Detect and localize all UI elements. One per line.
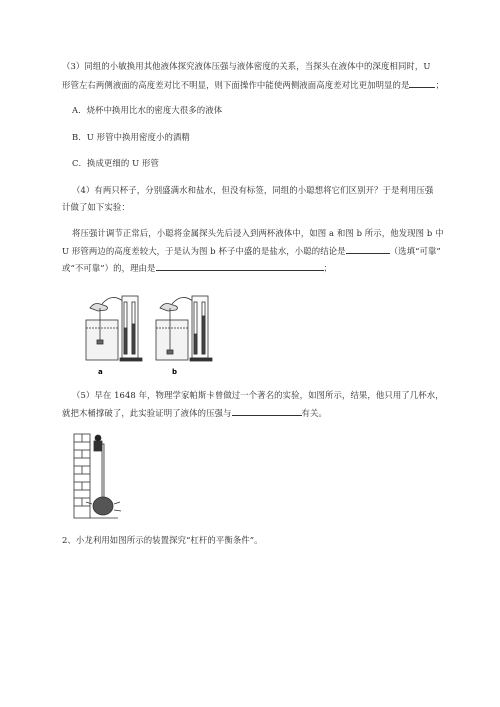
pascal-barrel-figure [72,432,132,522]
pressure-gauge-figure [78,290,238,380]
q5-line-2-text: 就把木桶撑破了，此实验证明了液体的压强与 [62,408,232,418]
q3-line-2-end: ； [435,80,444,90]
q4-reason-blank[interactable] [156,261,324,271]
q3-line-1: （3）同组的小敏换用其他液体探究液体压强与液体密度的关系，当探头在液体中的深度相同时，U [62,61,431,71]
q4-line-5-end: ； [323,263,332,273]
q4-line-4-end: （选填“可靠” [389,246,441,256]
q4-conclusion-blank[interactable] [346,244,390,254]
q4-line-5-text: 或“不可靠”）的，理由是 [62,263,156,273]
q3-line-2 [62,78,444,91]
q4-line-2: 计做了如下实验： [62,202,130,212]
q4-line-4 [62,244,441,257]
q5-line-1: （5）早在 1648 年，物理学家帕斯卡曾做过一个著名的实验，如图所示，结果，他只用了几杯水， [72,390,444,400]
q4-line-4-text: U 形管两边的高度差较大，于是认为图 b 杯子中盛的是盐水，小聪的结论是 [62,246,346,256]
figure-label-a: a [98,368,103,376]
q3-option-a: A．烧杯中换用比水的密度大很多的液体 [72,105,223,115]
figure-label-b: b [172,368,178,376]
q3-option-b: B．U 形管中换用密度小的酒精 [72,132,190,142]
q5-line-2 [62,406,327,419]
q3-answer-blank[interactable] [409,78,435,88]
q4-line-3: 将压强计调节正常后，小聪将金属探头先后浸入到两杯液体中，如图 a 和图 b 所示，他发现图 b 中 [72,228,444,238]
q5-line-2-end: 有关。 [301,408,327,418]
q4-line-5 [62,261,332,274]
setup-b-drawing [156,296,212,361]
q2-line-1: 2、小龙利用如图所示的装置探究“杠杆的平衡条件”。 [62,535,263,545]
q3-option-c: C．换成更细的 U 形管 [72,158,159,168]
setup-a-drawing [86,296,142,361]
q5-answer-blank[interactable] [232,406,302,416]
q3-line-2-text: 形管左右两侧液面的高度差对比不明显，则下面操作中能使两侧液面高度差对比更加明显的是 [62,80,410,90]
q4-line-1: （4）有两只杯子，分别盛满水和盐水，但没有标签，同组的小聪想将它们区别开？于是利用压强 [72,185,434,195]
